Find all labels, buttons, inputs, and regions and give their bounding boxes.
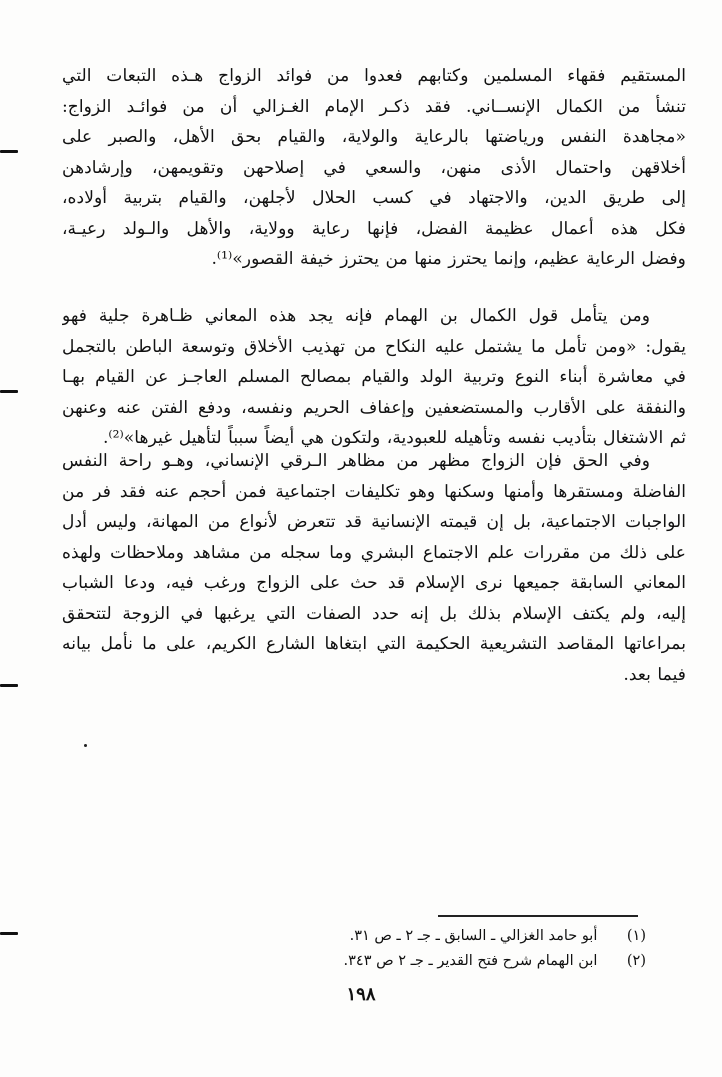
- text-line: وفي الحق فإن الزواج مظهر من مظاهر الـرقي الإنساني، وهـو راحة النفس: [62, 451, 650, 471]
- paragraph-3: [62, 446, 686, 690]
- text-line: إلى طريق الدين، والاجتهاد في كسب الحلال لأجلهن، والقيام بتربية أولاده،: [62, 188, 686, 208]
- paragraph-2: [62, 301, 686, 454]
- ink-dot: [84, 744, 87, 747]
- text-line: ومن يتأمل قول الكمال بن الهمام فإنه يجد هذه المعاني ظـاهرة جلية فهو: [62, 306, 650, 326]
- footnote-text: أبو حامد الغزالي ـ السابق ـ جـ ٢ ـ ص ٣١.: [349, 928, 598, 944]
- text-line: على ذلك من مقررات علم الاجتماع البشري وما سجله من مشاهد وملاحظات ولهذه: [62, 542, 686, 563]
- text-line: فكل هذه أعمال عظيمة الفضل، فإنها رعاية وولاية، والأهل والـولد رعيـة،: [62, 218, 686, 239]
- text-line: تنشأ من الكمال الإنســاني. فقد ذكـر الإمام الغـزالي أن من فوائـد الزواج:: [62, 96, 686, 117]
- margin-scan-mark: [0, 932, 18, 935]
- text-line: إليه، ولم يكتف الإسلام بذلك بل إنه حدد الصفات التي يرغبها في الزوجة لتتحقق: [62, 603, 686, 624]
- page-number: ١٩٨: [346, 984, 376, 1005]
- text-line: الواجبات الاجتماعية، بل إن قيمته الإنسانية قد تتعرض لأنواع من المهانة، وليس أدل: [62, 512, 686, 532]
- text-line: يقول: «ومن تأمل ما يشتمل عليه النكاح من تهذيب الأخلاق وتوسعة الباطن بالتجمل: [62, 336, 686, 357]
- footnote-number: (٢): [626, 953, 646, 969]
- paragraph-1: [62, 61, 686, 275]
- text-line: ثم الاشتغال بتأديب نفسه وتأهيله للعبودية، ولتكون هي أيضاً سبباً لتأهيل غيرها»⁽²⁾.: [102, 428, 686, 448]
- footnotes: [286, 924, 646, 974]
- footnote-2: [286, 949, 646, 974]
- margin-scan-mark: [0, 150, 18, 153]
- footnote-number: (١): [626, 928, 646, 944]
- text-line: بمراعاتها المقاصد التشريعية الحكيمة التي ابتغاها الشارع الكريم، على ما نأمل بيانه: [62, 634, 686, 654]
- margin-scan-mark: [0, 684, 18, 687]
- text-line: في معاشرة أبناء النوع وتربية الولد والقيام بمصالح المسلم العاجـز عن القيام بهـا: [62, 367, 686, 387]
- footnote-1: [286, 924, 646, 949]
- margin-scan-mark: [0, 390, 18, 393]
- text-line: والنفقة على الأقارب والمستضعفين وإعفاف الحريم ونفسه، ودفع الفتن عنه وعنهن: [62, 397, 686, 418]
- text-line: المعاني السابقة جميعها نرى الإسلام قد حث على الزواج ورغب فيه، ودعا الشباب: [62, 573, 686, 593]
- text-line: المستقيم فقهاء المسلمين وكتابهم فعدوا من فوائد الزواج هـذه التبعات التي: [62, 66, 686, 86]
- footnote-separator: [438, 915, 638, 917]
- text-line: «مجاهدة النفس ورياضتها بالرعاية والولاية، والقيام بحق الأهل، والصبر على: [62, 127, 686, 147]
- footnote-text: ابن الهمام شرح فتح القدير ـ جـ ٢ ص ٣٤٣.: [343, 953, 598, 969]
- text-line: الفاضلة ومستقرها وأمنها وسكنها وهو تكليفات اجتماعية فمن أحجم عنه فقد فر من: [62, 481, 686, 502]
- text-line: فيما بعد.: [623, 664, 686, 685]
- text-line: وفضل الرعاية عظيم، وإنما يحترز منها من يحترز خيفة القصور»⁽¹⁾.: [211, 249, 686, 269]
- text-line: أخلاقهن واحتمال الأذى منهن، والسعي في إصلاحهن وتقويمهن، وإرشادهن: [62, 157, 686, 178]
